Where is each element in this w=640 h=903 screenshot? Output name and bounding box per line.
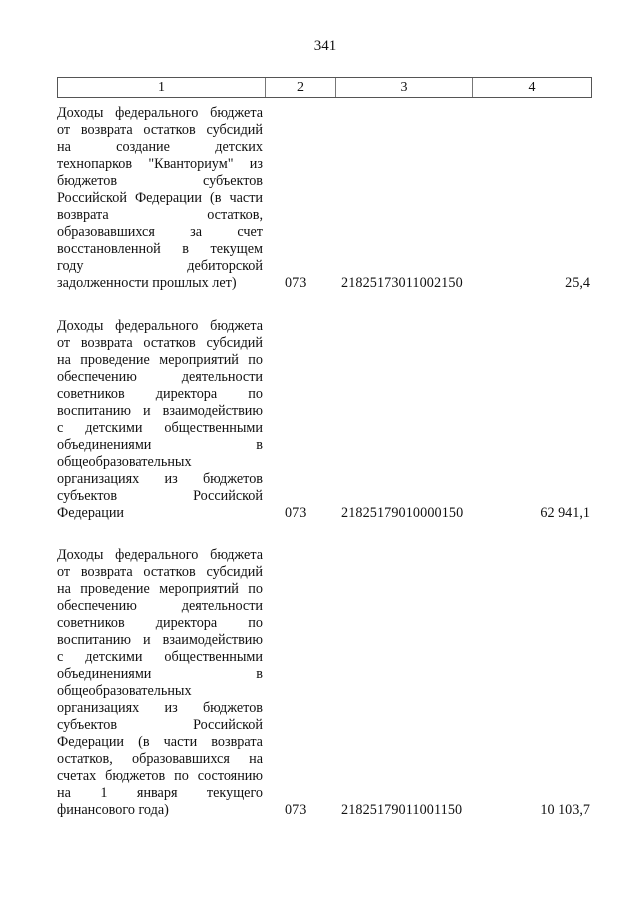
- description-line: объединениями в: [57, 437, 263, 453]
- description-line: от возврата остатков субсидий: [57, 122, 263, 138]
- kbk-code: 21825173011002150: [341, 275, 463, 291]
- description-line: возврата остатков,: [57, 207, 263, 223]
- description-line: Федерации (в части возврата: [57, 734, 263, 750]
- description-line: восстановленной в текущем: [57, 241, 263, 257]
- amount: 10 103,7: [540, 802, 590, 818]
- description-line: от возврата остатков субсидий: [57, 564, 263, 580]
- description-line: организациях из бюджетов: [57, 471, 263, 487]
- description-line: году дебиторской: [57, 258, 263, 274]
- description-line: с детскими общественными: [57, 649, 263, 665]
- description-line: Федерации: [57, 505, 125, 521]
- description-line: технопарков "Кванториум" из: [57, 156, 263, 172]
- row-description: [57, 318, 263, 522]
- description-line: на 1 января текущего: [57, 785, 263, 801]
- description-line: Доходы федерального бюджета: [57, 547, 263, 563]
- description-line: Доходы федерального бюджета: [57, 105, 263, 121]
- admin-code: 073: [285, 275, 307, 291]
- description-line: организациях из бюджетов: [57, 700, 263, 716]
- description-line: воспитанию и взаимодействию: [57, 403, 263, 419]
- description-line: на проведение мероприятий по: [57, 581, 263, 597]
- description-line: субъектов Российской: [57, 717, 263, 733]
- kbk-code: 21825179011001150: [341, 802, 463, 818]
- description-line: с детскими общественными: [57, 420, 263, 436]
- description-line: бюджетов субъектов: [57, 173, 263, 189]
- description-line: на проведение мероприятий по: [57, 352, 263, 368]
- description-line: общеобразовательных: [57, 683, 192, 699]
- header-column-1: 1: [58, 78, 266, 97]
- admin-code: 073: [285, 505, 307, 521]
- page-number: 341: [313, 38, 337, 54]
- description-line: обеспечению деятельности: [57, 369, 263, 385]
- description-line: на создание детских: [57, 139, 263, 155]
- admin-code: 073: [285, 802, 307, 818]
- table-header: [57, 77, 592, 98]
- header-column-2: 2: [266, 78, 336, 97]
- description-line: счетах бюджетов по состоянию: [57, 768, 263, 784]
- description-line: объединениями в: [57, 666, 263, 682]
- description-line: финансового года): [57, 802, 169, 818]
- description-line: задолженности прошлых лет): [57, 275, 237, 291]
- description-line: Российской Федерации (в части: [57, 190, 263, 206]
- amount: 62 941,1: [540, 505, 590, 521]
- header-column-3: 3: [336, 78, 473, 97]
- description-line: общеобразовательных: [57, 454, 192, 470]
- description-line: Доходы федерального бюджета: [57, 318, 263, 334]
- kbk-code: 21825179010000150: [341, 505, 464, 521]
- row-description: [57, 105, 263, 292]
- description-line: от возврата остатков субсидий: [57, 335, 263, 351]
- description-line: субъектов Российской: [57, 488, 263, 504]
- description-line: остатков, образовавшихся на: [57, 751, 263, 767]
- description-line: образовавшихся за счет: [57, 224, 263, 240]
- row-description: [57, 547, 263, 819]
- description-line: обеспечению деятельности: [57, 598, 263, 614]
- header-column-4: 4: [528, 79, 536, 95]
- amount: 25,4: [565, 275, 590, 291]
- description-line: советников директора по: [57, 615, 263, 631]
- description-line: воспитанию и взаимодействию: [57, 632, 263, 648]
- description-line: советников директора по: [57, 386, 263, 402]
